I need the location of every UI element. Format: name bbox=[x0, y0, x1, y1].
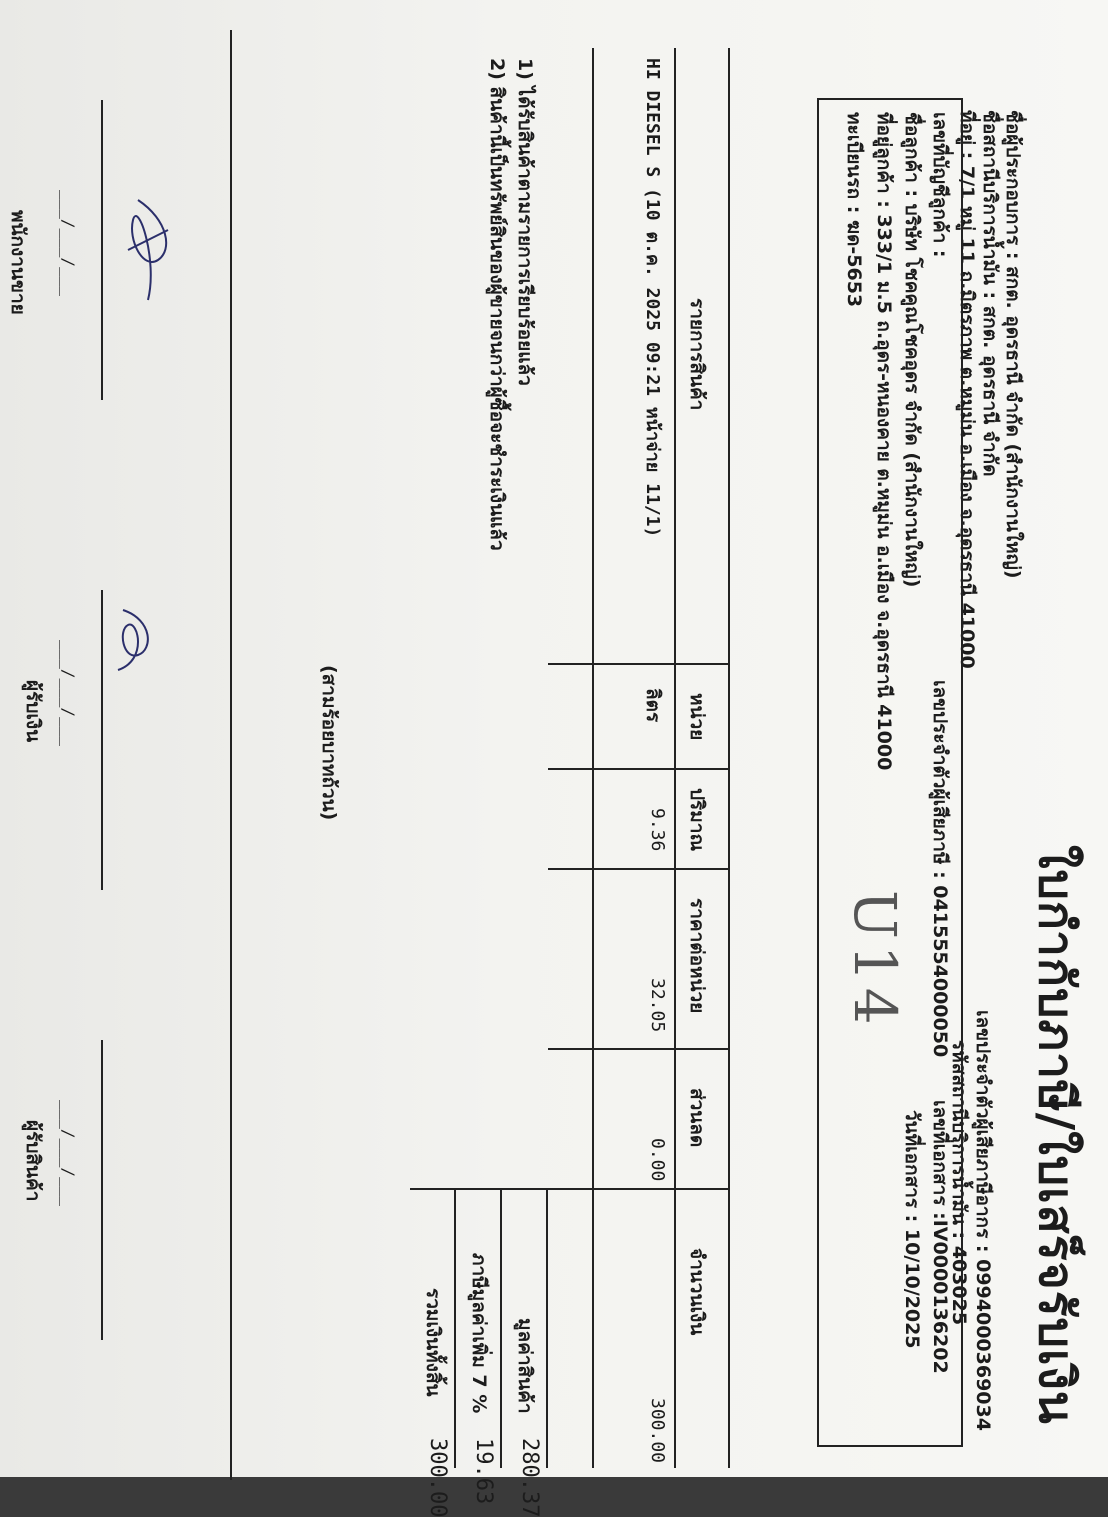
row-qty: 9.36 bbox=[647, 808, 668, 852]
operator-name: ชื่อผู้ประกอบการ : สกต. อุดรธานี จำกัด (สำนักงานใหญ่) bbox=[1002, 110, 1024, 579]
row-discount: 0.00 bbox=[647, 1138, 668, 1182]
table-divider bbox=[454, 1188, 456, 1468]
note-received: 1) ได้รับสินค้าตามรายการเรียบร้อยแล้ว bbox=[514, 58, 536, 386]
date-blank: ___/___/___ bbox=[59, 190, 78, 296]
operator-address: ที่อยู่ : 7/1 หมู่ 11 ถ.มิตรภาพ ต.หมูม่น อ.เมือง จ.อุดรธานี 41000 bbox=[956, 110, 978, 669]
row-item: HI DIESEL S (10 ต.ค. 2025 09:21 หน้าจ่าย 11/1) bbox=[642, 58, 663, 538]
signature-staff bbox=[114, 190, 178, 310]
signature-scribble-icon bbox=[108, 600, 158, 680]
header-discount: ส่วนลด bbox=[686, 1088, 708, 1148]
signature-line bbox=[101, 100, 103, 400]
total-value: 300.00 bbox=[425, 1438, 450, 1517]
table-divider bbox=[500, 1188, 502, 1468]
subtotal-value: 280.37 bbox=[517, 1438, 542, 1517]
table-divider bbox=[548, 768, 728, 770]
table-divider bbox=[548, 868, 728, 870]
header-amount: จำนวนเงิน bbox=[686, 1248, 708, 1336]
header-item: รายการสินค้า bbox=[686, 298, 708, 411]
table-divider bbox=[674, 48, 676, 1468]
subtotal-label: มูลค่าสินค้า bbox=[514, 1318, 536, 1414]
vat-value: 19.63 bbox=[471, 1438, 496, 1505]
date-blank: ___/___/___ bbox=[59, 1100, 78, 1206]
customer-tax-id: เลขประจำตัวผู้เสียภาษี : 0415554000050 bbox=[929, 680, 951, 1058]
customer-info-box bbox=[817, 98, 963, 1447]
customer-address: ที่อยู่ลูกค้า : 333/1 ม.5 ถ.อุดร-หนองคาย ต.หมูม่น อ.เมือง จ.อุดรธานี 41000 bbox=[873, 112, 895, 771]
row-amount: 300.00 bbox=[647, 1398, 668, 1464]
staff-label: พนักงานขาย bbox=[7, 210, 29, 315]
vehicle-plate: ทะเบียนรถ : ฆด-5653 bbox=[843, 112, 865, 308]
document-title: ใบกำกับภาษี/ใบเสร็จรับเงิน bbox=[1028, 845, 1084, 1425]
handwritten-note: U14 bbox=[841, 890, 909, 1031]
signature-scribble-icon bbox=[118, 190, 178, 310]
document-date: วันที่เอกสาร : 10/10/2025 bbox=[901, 1110, 923, 1349]
signature-receiver bbox=[104, 600, 158, 680]
date-blank: ___/___/___ bbox=[59, 640, 78, 746]
table-divider bbox=[592, 48, 594, 1468]
customer-name: ชื่อลูกค้า : บริษัท โชคคูณโชคอุดร จำกัด (สำนักงานใหญ่) bbox=[901, 112, 923, 588]
signature-line bbox=[101, 1040, 103, 1340]
total-label: รวมเงินทั้งสิ้น bbox=[422, 1288, 444, 1397]
amount-in-words: (สามร้อยบาทถ้วน) bbox=[318, 665, 340, 821]
header-price: ราคาต่อหน่วย bbox=[686, 898, 708, 1014]
goods-receiver-label: ผู้รับสินค้า bbox=[22, 1120, 44, 1202]
row-unit: ลิตร bbox=[642, 688, 664, 723]
document-number: เลขที่เอกสาร :IV0000136202 bbox=[929, 1100, 951, 1374]
signature-line bbox=[101, 590, 103, 890]
money-receiver-label: ผู้รับเงิน bbox=[22, 680, 44, 743]
header-qty: ปริมาณ bbox=[686, 788, 708, 852]
row-price: 32.05 bbox=[647, 978, 668, 1033]
table-divider bbox=[548, 663, 728, 665]
table-divider bbox=[546, 1188, 548, 1468]
note-ownership: 2) สินค้านี้เป็นทรัพย์สินของผู้ขายจนกว่าผู้ซื้อจะชำระเงินแล้ว bbox=[486, 58, 508, 551]
table-divider bbox=[410, 1188, 728, 1190]
station-code: รหัสสถานีบริการน้ำมัน : 403025 bbox=[948, 1040, 970, 1326]
header-unit: หน่วย bbox=[686, 693, 708, 741]
station-name: ชื่อสถานีบริการน้ำมัน : สกต. อุดรธานี จำกัด bbox=[979, 110, 1001, 477]
customer-account-label: เลขที่บัญชีลูกค้า : bbox=[929, 112, 951, 258]
signature-area-divider bbox=[230, 30, 232, 1480]
operator-tax-id: เลขประจำตัวผู้เสียภาษีอากร : 0994000369034 bbox=[972, 1010, 994, 1431]
items-table bbox=[410, 48, 730, 1517]
table-divider bbox=[548, 1048, 728, 1050]
vat-label: ภาษีมูลค่าเพิ่ม 7 % bbox=[468, 1253, 490, 1414]
